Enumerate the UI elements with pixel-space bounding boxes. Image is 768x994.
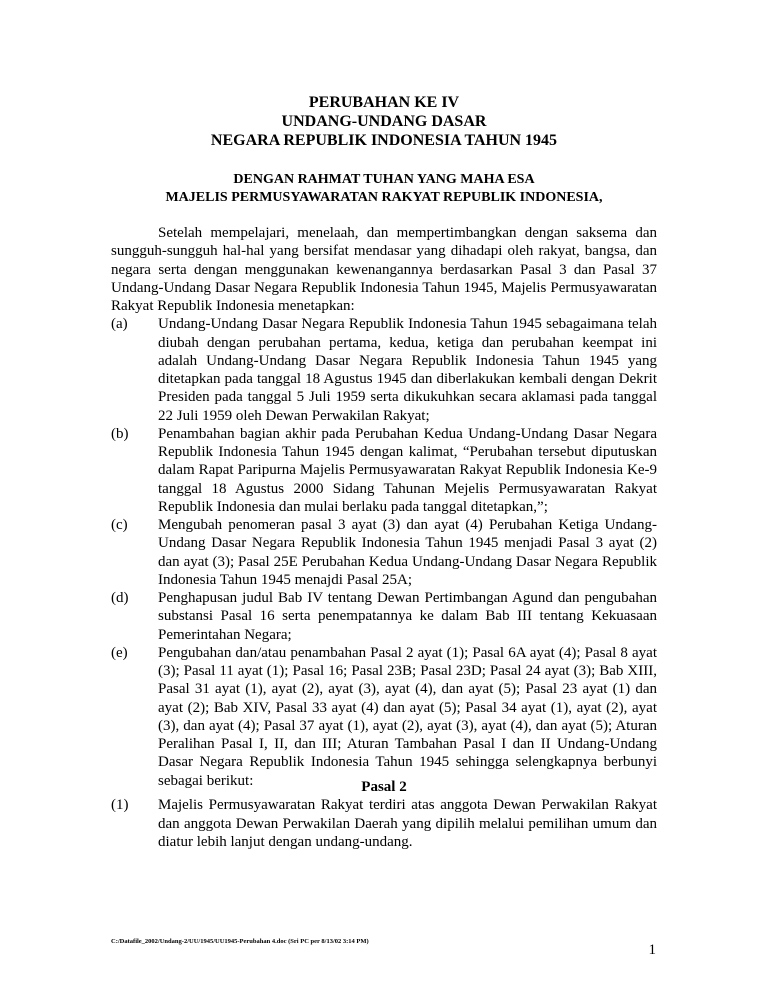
preamble-line-2: MAJELIS PERMUSYAWARATAN RAKYAT REPUBLIK INDONESIA, [165, 190, 603, 205]
document-body [111, 224, 657, 790]
item-label: (a) [111, 316, 128, 333]
item-text: Penambahan bagian akhir pada Perubahan Kedua Undang-Undang Dasar Negara Republik Indonesia Tahun 1945 dengan kalimat, “Perubahan tersebut diputuskan dalam Rapat Paripurna Majelis Permusyawaratan Rakyat Republik Indonesia Ke-9 tanggal 18 Agustus 2000 Sidang Tahunan Mejelis Permusyawaratan Rakyat Republik Indonesia dan mulai berlaku pada tanggal ditetapkan,”; [158, 425, 657, 515]
item-text: Penghapusan judul Bab IV tentang Dewan Pertimbangan Agund dan pengubahan substansi Pasal 16 serta penempatannya ke dalam Bab III tentang Kekuasaan Pemerintahan Negara; [158, 590, 657, 643]
document-title [0, 93, 768, 150]
pasal-item-1 [111, 796, 657, 851]
intro-paragraph: Setelah mempelajari, menelaah, dan mempertimbangkan dengan saksema dan sungguh-sungguh hal-hal yang bersifat mendasar yang dihadapi oleh rakyat, bangsa, dan negara serta dengan menggunakan kewenangannya berdasarkan Pasal 3 dan Pasal 37 Undang-Undang Dasar Negara Republik Indonesia Tahun 1945, Majelis Permusyawaratan Rakyat Republik Indonesia menetapkan: [111, 225, 657, 314]
title-line-3: NEGARA REPUBLIK INDONESIA TAHUN 1945 [210, 132, 558, 149]
list-item-d [111, 589, 657, 644]
list-item-b [111, 425, 657, 516]
item-text: Pengubahan dan/atau penambahan Pasal 2 ayat (1); Pasal 6A ayat (4); Pasal 8 ayat (3); Pasal 11 ayat (1); Pasal 16; Pasal 23B; Pasal 23D; Pasal 24 ayat (3); Bab XIII, Pasal 31 ayat (1), ayat (2), ayat (3), ayat (4), dan ayat (5); Pasal 23 ayat (1) dan ayat (2); Bab XIV, Pasal 33 ayat (4) dan ayat (5); Pasal 34 ayat (1), ayat (2), ayat (3), dan ayat (4); Pasal 37 ayat (1), ayat (2), ayat (3), ayat (4), dan ayat (5); Aturan Peralihan Pasal I, II, dan III; Aturan Tambahan Pasal I dan II Undang-Undang Dasar Negara Republik Indonesia Tahun 1945 sehingga selengkapnya berbunyi sebagai berikut: [158, 644, 657, 789]
item-text: Undang-Undang Dasar Negara Republik Indonesia Tahun 1945 sebagaimana telah diubah dengan perubahan pertama, kedua, ketiga dan perubahan keempat ini adalah Undang-Undang Dasar Negara Republik Indonesia Tahun 1945 yang ditetapkan pada tanggal 18 Agustus 1945 dan diberlakukan kembali dengan Dekrit Presiden pada tanggal 5 Juli 1959 serta dikukuhkan secara aklamasi pada tanggal 22 Juli 1959 oleh Dewan Perwakilan Rakyat; [158, 316, 657, 424]
pasal-section [111, 778, 657, 851]
item-text: Majelis Permusyawaratan Rakyat terdiri atas anggota Dewan Perwakilan Rakyat dan anggota Dewan Perwakilan Daerah yang dipilih melalui pemilihan umum dan diatur lebih lanjut dengan undang-undang. [158, 797, 657, 850]
pasal-heading: Pasal 2 [361, 779, 407, 795]
item-label: (e) [111, 644, 128, 661]
item-label: (1) [111, 797, 129, 814]
footer-file-path: C:/Datafile_2002/Undang-2/UU/1945/UU1945-Perubahan 4.doc (Sri PC per 8/13/02 3:14 PM) [111, 938, 369, 945]
title-line-1: PERUBAHAN KE IV [308, 94, 460, 111]
preamble-line-1: DENGAN RAHMAT TUHAN YANG MAHA ESA [233, 172, 535, 187]
list-item-a [111, 315, 657, 425]
list-item-c [111, 516, 657, 589]
item-label: (d) [111, 590, 129, 606]
item-label: (b) [111, 425, 129, 442]
list-item-e [111, 644, 657, 790]
item-label: (c) [111, 517, 128, 533]
preamble-heading [0, 171, 768, 207]
page-number: 1 [648, 942, 656, 958]
item-text: Mengubah penomeran pasal 3 ayat (3) dan ayat (4) Perubahan Ketiga Undang-Undang Dasar Negara Republik Indonesia Tahun 1945 menjadi Pasal 3 ayat (2) dan ayat (3); Pasal 25E Perubahan Kedua Undang-Undang Dasar Negara Republik Indonesia Tahun 1945 menajdi Pasal 25A; [158, 517, 657, 588]
title-line-2: UNDANG-UNDANG DASAR [281, 113, 487, 130]
